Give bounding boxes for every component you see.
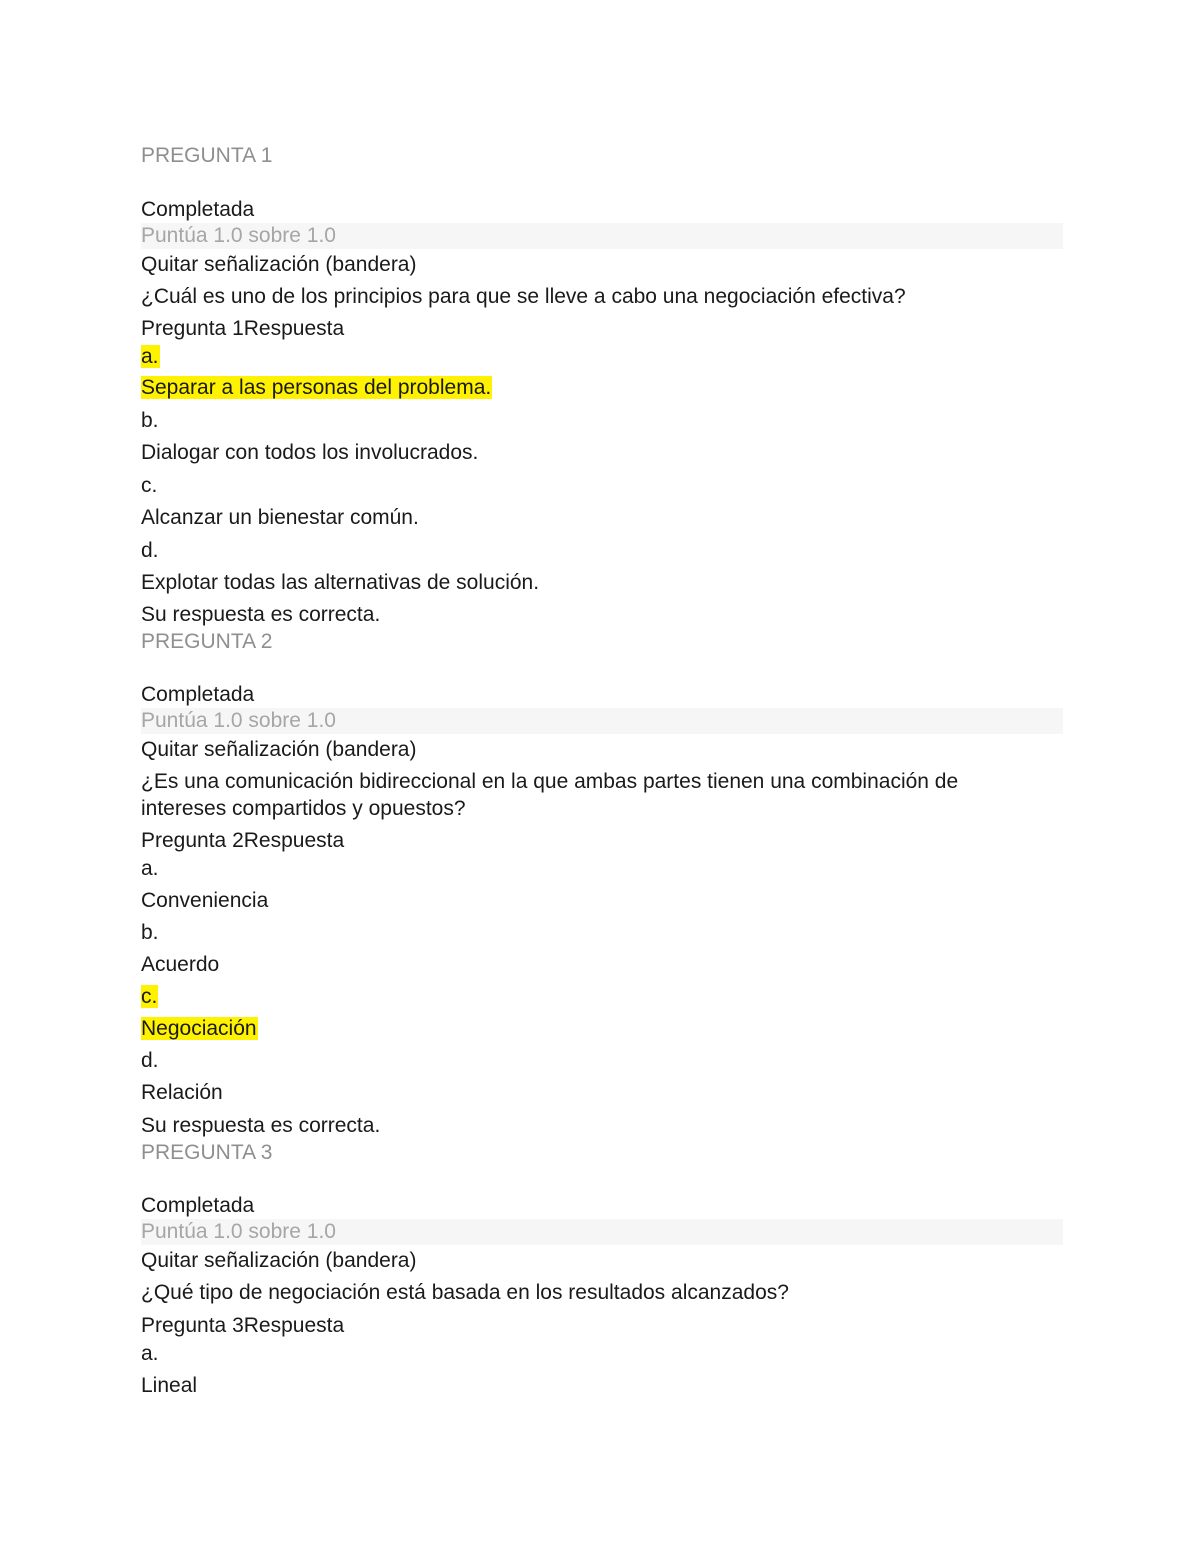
question-1-option-a-text	[141, 375, 492, 401]
question-1-text: ¿Cuál es uno de los principios para que se lleve a cabo una negociación efectiva?	[141, 285, 906, 308]
question-1-option-b-text: Dialogar con todos los involucrados.	[141, 441, 479, 464]
question-2-option-a-text: Conveniencia	[141, 889, 269, 912]
question-3-text: ¿Qué tipo de negociación está basada en los resultados alcanzados?	[141, 1281, 789, 1304]
question-3-flag: Quitar señalización (bandera)	[141, 1249, 417, 1272]
question-1-option-d-text: Explotar todas las alternativas de solución.	[141, 571, 540, 594]
question-1-option-c-letter: c.	[141, 474, 158, 497]
question-2-option-c-letter	[141, 984, 158, 1010]
question-1-option-c-text: Alcanzar un bienestar común.	[141, 506, 419, 529]
highlighted-text: a.	[141, 345, 159, 368]
question-2-text-line-1: ¿Es una comunicación bidireccional en la que ambas partes tienen una combinación de	[141, 770, 959, 793]
highlighted-text: Negociación	[141, 1017, 257, 1040]
question-1-option-d-letter: d.	[141, 539, 159, 562]
question-1-header: PREGUNTA 1	[141, 144, 273, 167]
question-2-status: Completada	[141, 683, 255, 706]
question-1-status: Completada	[141, 198, 255, 221]
question-2-header: PREGUNTA 2	[141, 630, 273, 653]
question-3-option-a-text: Lineal	[141, 1374, 198, 1397]
question-2-option-c-text	[141, 1016, 258, 1042]
question-2-feedback: Su respuesta es correcta.	[141, 1114, 381, 1137]
question-1-option-a-letter	[141, 344, 160, 370]
question-1-flag: Quitar señalización (bandera)	[141, 253, 417, 276]
question-3-option-a-letter: a.	[141, 1342, 159, 1365]
question-3-grade: Puntúa 1.0 sobre 1.0	[141, 1219, 1063, 1245]
question-1-grade: Puntúa 1.0 sobre 1.0	[141, 223, 1063, 249]
question-2-text-line-2: intereses compartidos y opuestos?	[141, 797, 466, 820]
question-2-option-d-letter: d.	[141, 1049, 159, 1072]
question-1-answer-label: Pregunta 1Respuesta	[141, 317, 345, 340]
question-2-option-b-text: Acuerdo	[141, 953, 220, 976]
question-1-option-b-letter: b.	[141, 409, 159, 432]
highlighted-text: c.	[141, 985, 158, 1008]
question-2-option-d-text: Relación	[141, 1081, 223, 1104]
question-2-option-b-letter: b.	[141, 921, 159, 944]
question-2-answer-label: Pregunta 2Respuesta	[141, 829, 345, 852]
question-2-option-a-letter: a.	[141, 857, 159, 880]
question-3-status: Completada	[141, 1194, 255, 1217]
question-2-flag: Quitar señalización (bandera)	[141, 738, 417, 761]
question-2-grade: Puntúa 1.0 sobre 1.0	[141, 708, 1063, 734]
highlighted-text: Separar a las personas del problema.	[141, 376, 492, 399]
question-1-feedback: Su respuesta es correcta.	[141, 603, 381, 626]
question-3-answer-label: Pregunta 3Respuesta	[141, 1314, 345, 1337]
question-3-header: PREGUNTA 3	[141, 1141, 273, 1164]
